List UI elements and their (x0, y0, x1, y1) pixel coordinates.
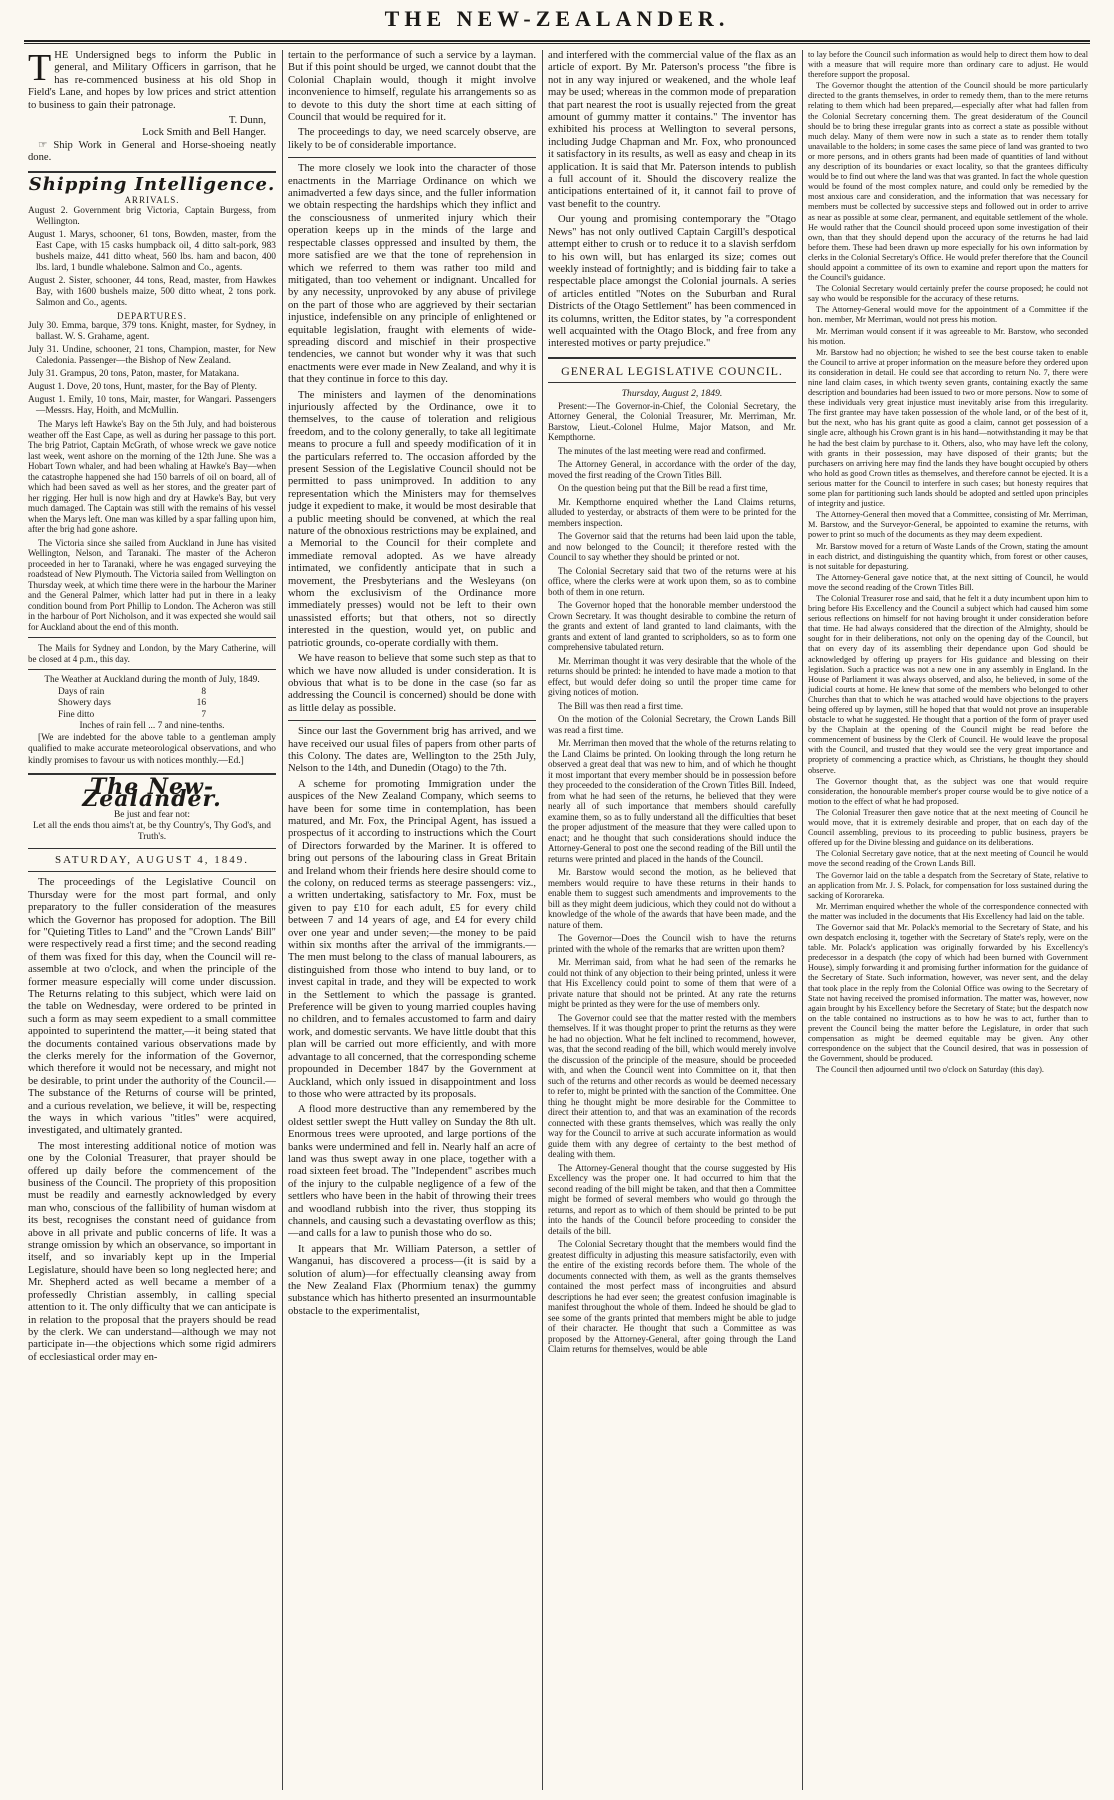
weather-title: The Weather at Auckland during the month of July, 1849. (44, 675, 260, 686)
editorial-paragraph: It appears that Mr. William Paterson, a settler of Wanganui, has discovered a process—(it is said by a solution of alum)—for effectually cleansing away from the New Zealand Flax (Phormium tenax) the gummy substance which has hitherto presented an insurmountable obstacle to the experimentalist, (288, 1243, 536, 1317)
council-paragraph: to lay before the Council such information as would help to direct them how to deal with a measure that will require more than ordinary care to adjust. He would therefore support the proposal. (808, 50, 1088, 80)
departures-label: DEPARTURES. (117, 310, 187, 321)
arrivals-list (28, 206, 276, 309)
paper-title: The New-Zealander. (82, 774, 222, 813)
weather-value: 7 (201, 709, 206, 720)
shipping-news: The Marys left Hawke's Bay on the 5th July, and had boisterous weather off the East Cape, as well as during her passage to this port. The brig Patriot, Captain McGrath, of whose wreck we gave notice last week, went ashore on the morning of the 12th June. She was a Hobart Town whaler, and had been whaling at Hawke's Bay—when the catastrophe happened she had 150 barrels of oil on board, all of which had been saved as well as her stores, and the greater part of her rigging. Her hull is now high and dry at Hawke's Bay, but very much damaged. The Captain was still with the remains of his vessel when the Marys left. One man was killed by a spar falling upon him, after the brig had gone ashore. (28, 419, 276, 535)
weather-value: 8 (201, 686, 206, 697)
table-row (28, 687, 276, 699)
list-item: August 1. Emily, 10 tons, Mair, master, for Wangari. Passengers—Messrs. Hay, Hoith, and McMullin. (28, 395, 276, 417)
council-paragraph: The Colonial Secretary said that two of the returns were at his office, where the clerks were at work upon them, so as to combine both of them in one return. (548, 565, 796, 597)
editorial-paragraph: A scheme for promoting Immigration under the auspices of the New Zealand Company, which seems to have been for some time in contemplation, has been matured, and Mr. Fox, the Principal Agent, has issued a prospectus of it according to instructions which the Court of Directors forwarded by the Mariner. It is offered to bring out persons of the labouring class in Great Britain and Ireland whom their friends here desire should come to the colony, on reduced terms as steerage passengers: viz., a written undertaking, satisfactory to Mr. Fox, must be given to pay £10 for each adult, £5 for every child between 7 and 14 years of age, and £4 for every child over one year and under seven;—the money to be paid within six months after the arrival of the immigrants.—The men must belong to the class of manual labourers, as distinguished from those who intend to buy land, or to invest capital in trade, and they will be expected to work in the Settlement to which the passage is granted. Preference will be given to young married couples having no children, and to females accustomed to farm and dairy work, and domestic servants. We have little doubt that this plan will be carried out more efficiently, and with more advantage to all concerned, that the corresponding scheme propounded in December 1847 by the Government at Auckland, which only issued in disappointment and loss to those who were attracted by its proposals. (288, 778, 536, 1100)
council-paragraph: Mr. Merriman said, from what he had seen of the remarks he could not think of any objection to their being printed, unless it were that His Excellency could point to some of them that were of a private nature that should not be printed. At any rate the returns might be printed as they were for the use of members only. (548, 957, 796, 1010)
weather-value: 16 (196, 698, 206, 709)
council-paragraph: The Council then adjourned until two o'clock on Saturday (this day). (816, 1065, 1044, 1075)
section-rule (548, 382, 796, 383)
mails-notice: The Mails for Sydney and London, by the Mary Catherine, will be closed at 4 p.m., this day. (28, 643, 276, 664)
column-3 (548, 50, 796, 1790)
column-divider (542, 50, 543, 1790)
council-paragraph: The Attorney-General then moved that a Committee, consisting of Mr. Merriman, M. Barstow, and the Surveyor-General, be appointed to examine the returns, with power to print so much of the documents as they may deem expedient. (808, 510, 1088, 540)
advertisement (28, 50, 276, 165)
section-rule (28, 871, 276, 872)
council-paragraph: The Colonial Secretary thought that the members would find the greatest difficulty in adjusting this measure satisfactorily, even with the entire of the existing records before them. The whole of the documents connected with them, as well as the grants themselves contained the most perfect mass of incongruities and absurd descriptions he had ever seen; the greatest confusion imaginable is manifest throughout the whole of them. Indeed he should be glad to see some of the grants printed that members might be able to judge of their character. He thought that such a Committee as was proposed by the Attorney-General, after going through the Land Claim returns for themselves, would be able (548, 1239, 796, 1355)
column-4 (808, 50, 1088, 1790)
column-divider (282, 50, 283, 1790)
weather-note: [We are indebted for the above table to a gentleman amply qualified to make accurate meteorological observations, and who kindly promises to favour us with notices monthly.—Ed.] (28, 732, 276, 766)
column-2 (288, 50, 536, 1790)
table-row (28, 698, 276, 710)
council-paragraph: The Colonial Secretary would certainly prefer the course proposed; he could not say who would be responsible for the accuracy of these returns. (808, 284, 1088, 304)
council-paragraph: The Bill was then read a first time. (558, 700, 683, 711)
council-paragraph: On the question being put that the Bill be read a first time, (558, 483, 768, 494)
departures-list (28, 321, 276, 417)
list-item: August 2. Government brig Victoria, Captain Burgess, from Wellington. (28, 205, 276, 227)
section-rule (28, 669, 276, 670)
ad-signer-title: Lock Smith and Bell Hanger. (142, 127, 266, 139)
shipping-heading: Shipping Intelligence. (28, 173, 276, 195)
council-paragraph: The Attorney-General would move for the appointment of a Committee if the hon. member, Mr Merriman, would not press his motion. (808, 305, 1088, 325)
council-paragraph: The Governor laid on the table a despatch from the Secretary of State, relative to an application from Mr. J. S. Polack, for compensation for loss sustained during the sacking of Kororareka. (808, 870, 1088, 900)
editorial-paragraph: and interfered with the commercial value of the flax as an article of export. By Mr. Paterson's process "the fibre is not in any way injured or weakened, and the whole leaf may be used; whereas in the common mode of preparation that part nearest the root is usually rejected from the great amount of gummy matter it contains." The inventor has exhibited his process at Wellington to several persons, including Judge Chapman and Mr. Fox, who pronounced it satisfactory in its results, as well as easy and cheap in its application. It is said that Mr. Paterson intends to publish a full account of it. Should the discovery realize the anticipations entertained of it, it cannot fail to prove of vast benefit to the country. (548, 50, 796, 210)
editorial-paragraph: A flood more destructive than any remembered by the oldest settler swept the Hutt valley on Sunday the 8th ult. Enormous trees were uprooted, and large portions of the banks were undermined and fell in. Nearly half an acre of land was thus swept away in one place, together with a road sixteen feet broad. The "Independent" ascribes much of the injury to the culpable negligence of a few of the settlers who have been in the habit of throwing their trees and woodland rubbish into the river, thus stopping its channels, and causing such a devastating overflow as this;—and calls for a law to punish those who do so. (288, 1104, 536, 1240)
council-paragraph: Mr. Barstow would second the motion, as he believed that members would require to have these returns in their hands to enable them to suggest such amendments and improvements to the bill as they might deem judicious, which they could not do without a knowledge of the whole of the awards that have been made, and the nature of them. (548, 867, 796, 930)
drop-cap: T (28, 50, 52, 89)
council-paragraph: Mr. Barstow moved for a return of Waste Lands of the Crown, stating the amount in each district, and distinguishing the quantity which, from forest or other causes, is not suitable for depasturing. (808, 541, 1088, 571)
council-paragraph: The Governor thought the attention of the Council should be more particularly directed to the grants themselves, in order to remedy them, than to the mere returns relating to them which had been prepared,—especially after what had fallen from the Colonial Secretary concerning them. The great desideratum of the Council should be to bring these irregular grants into as correct a state as possible without much delay. Many of them were now in such a state as to render them totally unavailable to the holders; in some cases the same piece of land was granted to two or more persons, and in others grants had been made of quantities of land without any description of its boundaries or exact locality, so that the grantees difficulty would be to find out where the land was that was granted. In fact the whole question would be found of the most complex nature, and could only be remedied by the most anxious care and consideration, and the information that was necessary for members must be collected by successive steps and followed out in order to arrive as near as possible at some clear, permanent, and equitable settlement of the whole. He would rather that the Council should proceed upon some investigation of their own, than that they should depend upon the accuracy of the returns he had laid before them. These had been drawn up more especially for his own information by clerks in the Colonial Secretary's Office. He would prefer therefore that the Council should appoint a committee of its own to examine and report upon the matters for the Council's guidance. (808, 81, 1088, 283)
council-paragraph: Present:—The Governor-in-Chief, the Colonial Secretary, the Attorney General, the Colonial Treasurer, Mr. Merriman, Mr. Barstow, Lieut.-Colonel Hulme, Major Matson, and Mr. Kempthorne. (548, 400, 796, 443)
council-paragraph: Mr. Merriman would consent if it was agreeable to Mr. Barstow, who seconded his motion. (808, 326, 1088, 346)
shipping-news: The Victoria since she sailed from Auckland in June has visited Wellington, Nelson, and Taranaki. The master of the Acheron proceeded in her to Taranaki, where he was engaged surveying the roadstead of New Plymouth. The Victoria sailed from Wellington on Thursday week, at which time there were in the harbour the Mariner and the General Palmer, which latter had put in there in a leaky condition bound from Port Phillip to London. The Acheron was still in the harbour of Port Nicholson, and it was expected she would sail for Auckland about the end of this month. (28, 537, 276, 632)
council-paragraph: The Governor said that Mr. Polack's memorial to the Secretary of State, and his own despatch enclosing it, together with the Secretary of State's reply, were on the table. Mr. Polack's application was originally forwarded by his Excellency's predecessor in a despatch (the copy of which had been burned with Government House), simply forwarding it and promising further information for the guidance of the Secretary of State. Such information, however, was never sent, and the delay that took place in the reply from the Colonial Office was owing to the Secretary of State not having received the promised information. The matter was, however, now again brought by his Excellency before the Secretary of State; but the despatch now on the table contained no instructions as to how he was to act, further than to prevent the Council being the matter before the Legislature, in order that such compensation as might be deemed equitable may be given. Any other correspondence on the subject that the Council desired, that was in possession of the Government, should be produced. (808, 922, 1088, 1064)
council-date: Thursday, August 2, 1849. (621, 388, 723, 400)
council-paragraph: Mr. Merriman enquired whether the whole of the correspondence connected with the matter was included in the documents that His Excellency had laid on the table. (808, 901, 1088, 921)
dateline: SATURDAY, AUGUST 4, 1849. (54, 853, 250, 866)
section-rule (288, 157, 536, 158)
council-paragraph: Mr. Merriman then moved that the whole of the returns relating to the Land Claims be printed. On looking through the long return he observed a great deal that was new to him, and of which he thought it most important that every member should be in possession before they proceeded to the consideration of the Crown Titles Bill. Indeed, from what he had seen of the returns, he believed that they were nearly all of such importance that members should carefully examine them, so as to fully understand all the difficulties that beset the proper adjustment of the measure that they were called upon to enact; and he thought that such considerations should induce the Attorney-General to post one the second reading of the Bill until the returns were printed and placed in the hands of the Council. (548, 738, 796, 864)
section-rule (28, 171, 276, 173)
council-paragraph: The Attorney-General gave notice that, at the next sitting of Council, he would move the second reading of the Crown Titles Bill. (808, 572, 1088, 592)
list-item: August 1. Dove, 20 tons, Hunt, master, for the Bay of Plenty. (28, 382, 257, 393)
council-paragraph: The Attorney-General thought that the course suggested by His Excellency was the proper one. It had occurred to him that the second reading of the bill might be taken, and that then a Committee might be formed of several members who would go through the returns, and report as to which of them should be printed to be put into the hands of the Council before proceeding to consider the details of the bill. (548, 1162, 796, 1236)
editorial-paragraph: The most interesting additional notice of motion was one by the Colonial Treasurer, that prayer should be offered up daily before the commencement of the business of the Council. The propriety of this proposition must be readily and earnestly acknowledged by every man who, conscious of the fallibility of human wisdom at its best, recognises the constant need of guidance from above in all private and public concerns of life. It was a strange omission by which an observance, so important in itself, and so invariably kept up in the Imperial Legislature, should have been so long neglected here; and Mr. Shepherd acted as well became a member of a professedly Christian assembly, in calling special attention to it. The only difficulty that we can anticipate is in relation to the proposal that the prayers should be read by the clerk. We can understand—although we may not participate in—the objections which some rigid admirers of ecclesiastical order may en- (28, 1140, 276, 1363)
editorial-paragraph: The more closely we look into the character of those enactments in the Marriage Ordinance on which we animadverted a few days since, and the fuller information we obtain respecting the hardships which they inflict and the consciousness of unmerited injury which their operation keeps up in the minds of the large and respectable classes oppressed and insulted by them, the more satisfied are we that the tone of reprehension in which we referred to them was rather too mild and mitigated, than too vehement or indignant. Uncalled for by any necessity, unprovoked by any abuse of privilege on the part of those who are aggrieved by their sectarian injustice, indefensible on any principle of enlightened or equitable legislation, fraught with elements of wide-spreading discord and mischief in their prospective tendencies, we cannot but wonder why it was that such enactments were ever made in New Zealand, and why it is that they continue in force to this day. (288, 163, 536, 386)
council-heading: GENERAL LEGISLATIVE COUNCIL. (561, 363, 783, 378)
council-paragraph: The Colonial Secretary gave notice, that at the next meeting of Council he would move the second reading of the Crown Lands Bill. (808, 849, 1088, 869)
editorial-paragraph: The proceedings of the Legislative Council on Thursday were for the most part formal, and only preparatory to the fuller consideration of the measures which the Governor has proposed for adoption. The Bill for "Quieting Titles to Land" and the "Crown Lands' Bill" were respectively read a first time; and the second reading of them was fixed for this day, when the Council will re-assemble at two o'clock, and when the principle of the former measure especially will come under discussion. The Returns relating to this subject, which were laid on the table on Wednesday, were ordered to be printed in such a form as may seem expedient to a small committee appointed to superintend the matter,—it being stated that the documents contained various observations made by the clerks merely for the information of the Governor, which therefore it would not be necessary, and might not be desirable, to print under the authority of the Council.—The substance of the Returns of course will be printed, and a curious revelation, we believe, it will be, respecting the ways in which various "titles" were acquired, investigated, and ultimately granted. (28, 877, 276, 1137)
masthead: THE NEW-ZEALANDER. (384, 6, 730, 31)
council-paragraph: Mr. Barstow had no objection; he wished to see the best course taken to enable the Council to arrive at proper information on the measure before they ordered upon its consideration in detail. He could see that according to return No. 7, there were nine land claim cases, in which twenty seven grants, containing exactly the same description and boundaries had been issued to two or more persons. Now to some of these individuals very great injustice must inevitably arise from this irregularity. The first grantee may have taken possession of the whole land, or of the best of it, but the next, who has his grant quite as good a claim, cannot get possession of a single acre, although his Crown grant is in his hand—notwithstanding it may be that he had the best claim by purchase to it. Others, also, who may have left the colony, with grants in their possession, may have disposed of their grants; but the purchasers on arriving here may find the lands they have bought occupied by others who hold as good Crown titles as themselves, and therefore cannot be ejected. It is a serious matter for the Council to interfere in such cases; but honesty requires that some plan for partitioning such lands should be adopted and settled upon principles of integrity and justice. (808, 347, 1088, 509)
council-paragraph: The Governor could see that the matter rested with the members themselves. If it was thought proper to print the returns as they were he had no objection. What he felt inclined to recommend, however, was, that the second reading of the bill, which would merely involve the discussion of the principle of the measure, should be proceeded with, and when the Council went into Committee on it, that then such of the returns and other records as would be deemed necessary to refer to, might be printed with the sanction of the Committee. One thing he thought might be more desirable for the Committee to direct their attention to, and that was an examination of the records connected with these grants themselves, which was really the only way for the Council to arrive at such accurate information as would guide them with any degree of certainty to the best method of dealing with them. (548, 1012, 796, 1160)
motto-line: Let all the ends thou aims't at, be thy Country's, Thy God's, and Truth's. (33, 820, 271, 842)
council-paragraph: The Attorney General, in accordance with the order of the day, moved the first reading of the Crown Titles Bill. (548, 459, 796, 480)
section-rule (548, 357, 796, 359)
list-item: July 31. Grampus, 20 tons, Paton, master, for Matakana. (28, 369, 240, 380)
council-proceedings (548, 401, 796, 1355)
weather-table (28, 675, 276, 767)
council-paragraph: The minutes of the last meeting were read and confirmed. (558, 445, 766, 456)
section-rule (28, 848, 276, 849)
masthead-rule-thin (24, 43, 1090, 44)
council-paragraph: Mr. Merriman thought it was very desirable that the whole of the returns should be printed: he intended to have made a motion to that effect, but would defer doing so until the proper time came for giving notices of motion. (548, 655, 796, 698)
weather-label: Days of rain (58, 686, 105, 697)
masthead-rule (24, 40, 1090, 42)
column-1 (28, 50, 276, 1790)
weather-label: Showery days (58, 698, 111, 709)
ad-body: HE Undersigned begs to inform the Public in general, and Military Officers in garrison, that he has re-commenced business at his old Shop in Field's Lane, and hopes by low prices and strict attention to business to gain their patronage. (28, 50, 276, 111)
council-paragraph: The Governor hoped that the honorable member understood the Crown Secretary. It was thought desirable to combine the return of the grants and extent of land granted to land claimants, with the grants and extent of land granted to scripholders, so as to form one comprehensive tabulated return. (548, 600, 796, 653)
list-item: August 1. Marys, schooner, 61 tons, Bowden, master, from the East Cape, with 15 casks humpback oil, 4 ditto salt-pork, 983 bushels maize, 441 ditto wheat, 560 lbs. ham and bacon, 400 lbs. lard, 1 bundle whalebone. Salmon and Co., agents. (28, 229, 276, 273)
list-item: July 31. Undine, schooner, 21 tons, Champion, master, for New Caledonia. Passenger—the Bishop of New Zealand. (28, 345, 276, 367)
editorial-paragraph: Since our last the Government brig has arrived, and we have received our usual files of papers from other parts of this Colony. The dates are, Wellington to the 25th July, Nelson to the 14th, and Dunedin (Otago) to the 7th. (288, 726, 536, 775)
council-paragraph: On the motion of the Colonial Secretary, the Crown Lands Bill was read a first time. (548, 714, 796, 735)
editorial-paragraph: Our young and promising contemporary the "Otago News" has not only outlived Captain Cargill's despotical attempt either to crush or to reduce it to a slavish serfdom to his own will, but has enlarged its size; comes out weekly instead of fortnightly; and is bidding fair to take a respectable place amongst the Colonial journals. A series of articles entitled "Notes on the Suburban and Rural Districts of the Otago Settlement" has been commenced in its columns, written, the Editor states, by "a correspondent well acquainted with the Otago Block, and free from any interested motives or party prejudice." (548, 214, 796, 350)
editorial-paragraph: We have reason to believe that some such step as that to which we have now alluded is under consideration. It is obvious that what is to be done in the case (so far as addressing the Council is concerned) should be done with as little delay as possible. (288, 653, 536, 714)
list-item: August 2. Sister, schooner, 44 tons, Read, master, from Hawkes Bay, with 1600 bushels maize, 500 ditto wheat, 2 tons pork. Salmon and Co., agents. (28, 275, 276, 308)
council-paragraph: The Colonial Treasurer rose and said, that he felt it a duty incumbent upon him to bring before His Excellency and the Council a subject which had caused him some serious reflections on himself for not having brought it under consideration before that time. He had always considered that the direction of the Almighty, should be sought for in their deliberations, not only on the opening day of the Council, but that on every day of its assembling their dependance upon God should be acknowledged by offering up prayers for His guidance and blessing on their legislation. Such a practice was not a new one in any assembly in England. In the House of Parliament it was always observed, and also, he believed, in some of the judicial courts at home. He knew that some of the members who belonged to other Churches than that to which he was attached would have objections to the prayers being offered up by laymen, still he hoped that that would not prove an insuperable obstacle to what he suggested. He thought that a portion of the form of prayer used by the Chaplain at the opening of the Council might be read before the commencement of business by the Clerk of Council. He would leave the proposal with the Council, and trusted that they would see the very great importance and propriety of commencing a practice which, as Christians, he thought they should observe. (808, 593, 1088, 775)
section-rule (28, 637, 276, 638)
list-item: July 30. Emma, barque, 379 tons. Knight, master, for Sydney, in ballast. W. S. Grahame, agent. (28, 321, 276, 343)
section-rule (288, 720, 536, 721)
motto-line: Be just and fear not: (113, 809, 191, 820)
weather-label: Fine ditto (58, 709, 95, 720)
editorial-paragraph: tertain to the performance of such a service by a layman. But if this point should be urged, we cannot doubt that the Colonial Chaplain would, though it might involve inconvenience to himself, regulate his arrangements so as to devote to this duty the short time at each sitting of Council that would be required for it. (288, 50, 536, 124)
council-paragraph: The Governor—Does the Council wish to have the returns printed with the whole of the remarks that are written upon them? (548, 933, 796, 954)
ad-note: ☞ Ship Work in General and Horse-shoeing neatly done. (28, 139, 276, 164)
council-paragraph: The Governor thought that, as the subject was one that would require consideration, the honourable member's proper course would be to give notice of a motion to the effect of what he had proposed. (808, 776, 1088, 806)
council-paragraph: The Colonial Treasurer then gave notice that at the next meeting of Council he would move, that it is extremely desirable and proper, that on each day of the Council assembling, previous to its proceeding to public business, prayers be offered up for the Divine blessing and guidance on its deliberations. (808, 807, 1088, 848)
editorial-paragraph: The proceedings to day, we need scarcely observe, are likely to be of considerable importance. (288, 127, 536, 151)
arrivals-label: ARRIVALS. (124, 195, 180, 206)
ad-signer: T. Dunn, (228, 115, 266, 127)
editorial-paragraph: The ministers and laymen of the denominations injuriously affected by the Ordinance, owe it to themselves, to the cause of toleration and religious freedom, and to the colony generally, to take all legitimate means to procure a full and speedy modification of it in the particulars referred to. The occasion afforded by the present Session of the Legislative Council should not be permitted to pass unimproved. In addition to any representation which the Ministers may for themselves judge it expedient to make, it would be most desirable that a public meeting should be convened, at which the real nature of the obnoxious restrictions may be explained, and a Memorial to the Council for their complete and immediate removal adopted. As we have already intimated, we confidently anticipate that in such a movement, the Presbyterians and the Wesleyans (on whom the exclusivism of the Ordinance more immediately presses) would not be left to their own unassisted efforts; but that others, not so directly interested in the question, would yet, on public and patriotic grounds, co-operate cordially with them. (288, 389, 536, 649)
council-paragraph: Mr. Kempthorne enquired whether the Land Claims returns, alluded to yesterday, or abstracts of them were to be printed for the members inspection. (548, 496, 796, 528)
weather-inches: Inches of rain fell ... 7 and nine-tenths. (79, 721, 225, 732)
column-divider (802, 50, 803, 1790)
table-row (28, 710, 276, 722)
council-paragraph: The Governor said that the returns had been laid upon the table, and now belonged to the Council; it therefore rested with the Council to say whether they should be printed or not. (548, 531, 796, 563)
